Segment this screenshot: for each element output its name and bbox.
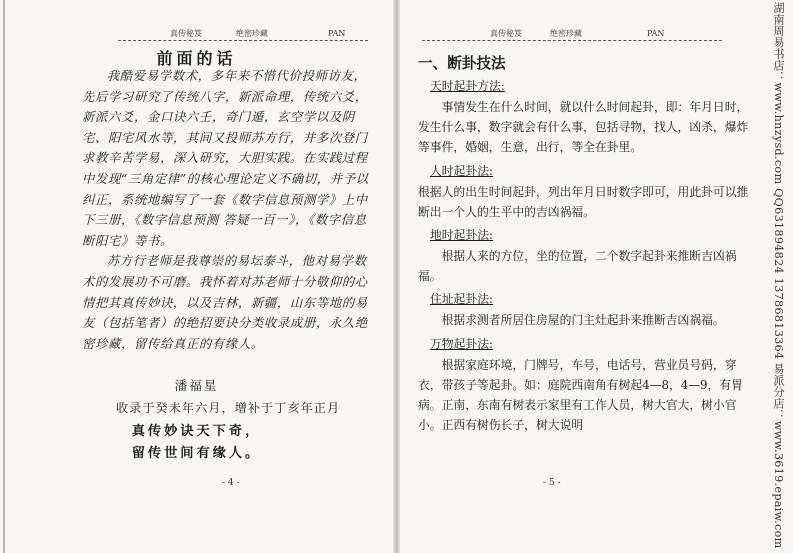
right-header-label-1: 真传秘笈	[490, 29, 522, 38]
left-page-header	[118, 28, 368, 41]
right-header-label-3: PAN	[647, 29, 665, 38]
motto-line-2: 留传世间有缘人。	[131, 446, 262, 461]
section-title: 一、断卦技法	[418, 55, 506, 72]
preface-paragraph-2: 苏方行老师是我尊崇的易坛泰斗，他对易学数术的发展功不可磨。我怀着对苏老师十分敬仰的心情把其真传妙诀，以及吉林，新疆，山东等地的易友（包括笔者）的绝招要诀分类收录成册，永久绝密珍藏，留传给真正的有缘人。	[82, 253, 368, 351]
subsection-heading	[418, 290, 758, 309]
subsection-heading-text: 人时起卦法:	[430, 163, 493, 178]
subsection-text: 根据人的出生时间起卦，列出年月日时数字即可，用此卦可以推断出一个人的生平中的吉凶祸福。	[418, 184, 749, 219]
subsection-heading	[418, 226, 758, 245]
subsection-heading	[418, 162, 758, 181]
page-title: 前面的话	[156, 49, 237, 68]
subsection-heading-text: 地时起卦法:	[430, 228, 493, 243]
dateline: 收录于癸未年六月，增补于丁亥年正月	[116, 401, 341, 415]
right-page-header	[422, 28, 722, 41]
left-page	[0, 0, 393, 553]
subsection-heading	[418, 77, 758, 96]
right-page	[400, 0, 762, 553]
subsection-heading	[418, 335, 758, 354]
subsection-text: 事情发生在什么时间，就以什么时间起卦，即：年月日时，发生什么事，数字就会有什么事，包括寻物，找人，凶杀，爆炸等事件，婚姻，生意，出行，等全在卦里。	[418, 100, 749, 155]
right-page-number: - 5 -	[543, 478, 561, 488]
motto-line-1: 真传妙诀天下奇，	[131, 424, 262, 439]
left-header-label-1: 真传秘笈	[170, 29, 202, 38]
left-header-label-2: 绝密珍藏	[236, 29, 268, 38]
watermark-sidebar	[762, 0, 793, 553]
subsection-heading-text: 天时起卦方法:	[430, 79, 505, 93]
author-name: 潘福星	[174, 378, 219, 393]
scan-edge-mark	[3, 0, 5, 553]
watermark-text: 湖南周易书店：www.hnzysd.com QQ631894824 13786813364 易派分店：www.3619.epaiw.com	[772, 2, 785, 549]
preface-paragraph-1: 我酷爱易学数术，多年来不惜代价投师访友，先后学习研究了传统八字，新派命理，传统六爻，新派六爻，金口诀六壬，奇门遁，玄空学以及阴宅、阳宅风水等，其间又投师苏方行，并多次登门求教辛苦学易，深入研究，大胆实践。在实践过程中发现“三角定律”的核心理论定义不确切，并予以纠正，系统地编写了一套《数字信息预测学》上中下三册，《数字信息预测 答疑一百一》，《数字信息断阳宅》等书。	[82, 68, 369, 248]
subsection-text: 根据求测者所居住房屋的门主灶起卦来推断吉凶祸福。	[441, 313, 725, 328]
subsection-heading-text: 住址起卦法:	[430, 292, 493, 307]
right-header-label-2: 绝密珍藏	[550, 29, 582, 38]
preface-body	[82, 66, 372, 354]
left-page-number: - 4 -	[222, 478, 240, 488]
left-header-label-3: PAN	[328, 29, 346, 38]
technique-body	[418, 54, 758, 439]
book-gutter	[393, 0, 400, 553]
subsection-text: 根据家庭环境，门牌号，车号，电话号，营业员号码，穿衣，带孩子等起卦。如：庭院西南角有树起4—8，4—9，有胃病。正南，东南有树表示家里有工作人员，树大官大，树小官小。正西有树伤长子，树大说明	[418, 357, 743, 433]
subsection-heading-text: 万物起卦法:	[430, 336, 493, 351]
subsection-text: 根据人来的方位，坐的位置，二个数字起卦来推断吉凶祸福。	[418, 249, 737, 284]
